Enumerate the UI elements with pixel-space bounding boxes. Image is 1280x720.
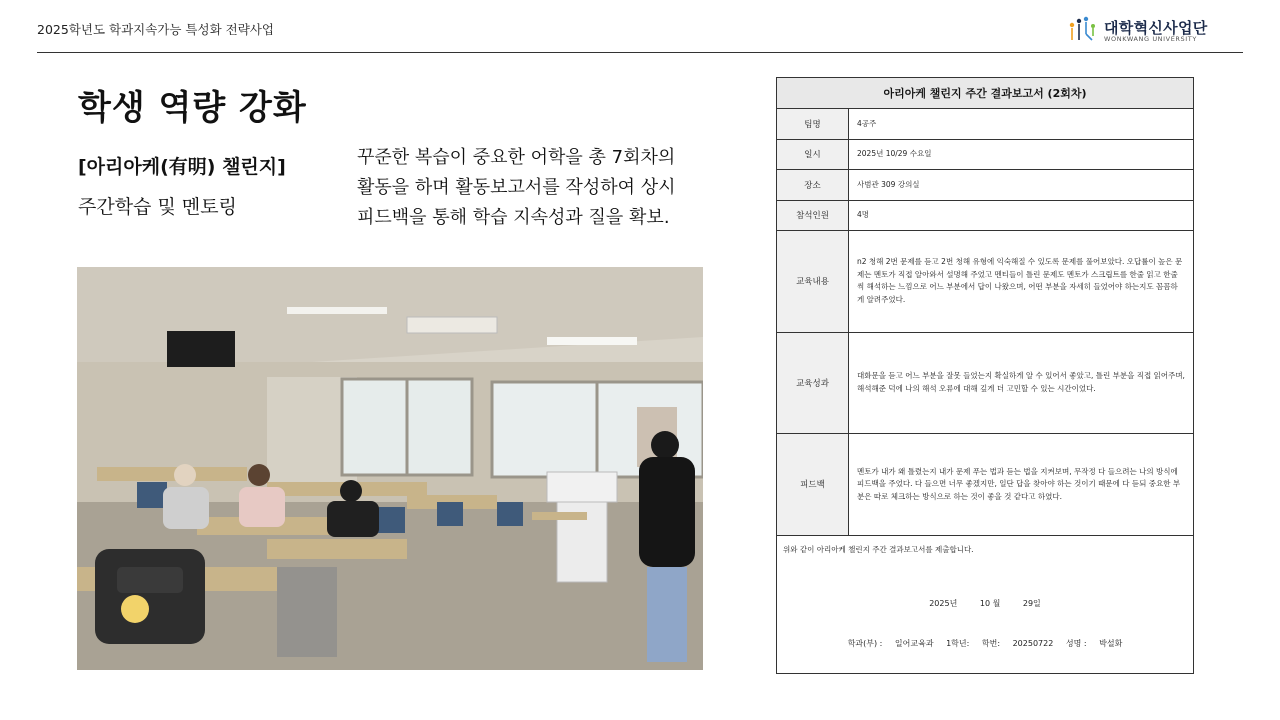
description-line: 꾸준한 복습이 중요한 어학을 총 7회차의 xyxy=(357,147,676,168)
row-label: 일시 xyxy=(777,140,849,170)
row-value: n2 청해 2번 문제를 듣고 2번 청해 유형에 익숙해질 수 있도록 문제를 풀어보았다. 오답률이 높은 문제는 멘토가 직접 알아와서 설명해 주었고 멘티들이 틀린 문제도 멘토가 스크립트를 한줄 읽고 한줄씩 해석하는 느낌으로 어느 부분에서 답이 나왔으며, 어떤 부분을 자세히 들었어야 하는지도 꼼꼼하게 알려주었다. xyxy=(857,257,1183,304)
weekly-report-document xyxy=(776,77,1194,674)
row-value: 멘토가 내가 왜 틀렸는지 내가 문제 푸는 법과 듣는 법을 지켜보며, 무작정 다 들으려는 나의 방식에 피드백을 주었다. 다 들으면 너무 좋겠지만, 일단 답을 찾아야 하는 것이기 때문에 다 듣되 중요한 부분은 따로 체크하는 방식으로 하는 것이 좋을 것 같다고 하였다. xyxy=(857,466,1181,501)
report-row-feedback xyxy=(777,434,1193,536)
university-logo xyxy=(1066,14,1226,46)
report-row-attendees xyxy=(777,201,1193,232)
row-label: 교육내용 xyxy=(777,231,849,332)
row-value: 4명 xyxy=(857,210,870,219)
row-label: 피드백 xyxy=(777,434,849,535)
description-line: 피드백을 통해 학습 지속성과 질을 확보. xyxy=(357,207,670,228)
report-footer xyxy=(777,536,1193,676)
report-row-team xyxy=(777,109,1193,140)
row-value: 4공주 xyxy=(857,118,877,128)
report-row-date xyxy=(777,140,1193,171)
header-title: 2025학년도 학과지속가능 특성화 전략사업 xyxy=(37,22,274,37)
row-value: 대화문을 듣고 어느 부분을 잘못 들었는지 확실하게 알 수 있어서 좋았고, 틀린 부분을 직접 읽어주며, 해석해준 덕에 나의 해석 오류에 대해 깊게 더 고민할 수 있는 시간이었다. xyxy=(857,371,1185,393)
submission-note: 위와 같이 아리아케 챌린지 주간 결과보고서를 제출합니다. xyxy=(783,544,974,554)
submission-date xyxy=(777,598,1193,609)
signature-line xyxy=(777,638,1193,649)
program-caption: 주간학습 및 멘토링 xyxy=(78,196,237,218)
student-id-label: 학번: xyxy=(981,638,1001,648)
row-label: 장소 xyxy=(777,170,849,200)
people-network-icon xyxy=(1066,16,1098,44)
header-divider xyxy=(37,52,1243,53)
row-label: 팀명 xyxy=(777,109,849,139)
program-description xyxy=(357,143,717,233)
description-line: 활동을 하며 활동보고서를 작성하여 상시 xyxy=(357,177,676,198)
program-title: [아리아케(有明) 챌린지] xyxy=(78,156,286,178)
date-month: 10 월 xyxy=(979,598,1001,608)
report-row-content xyxy=(777,231,1193,333)
row-value: 사범관 309 강의실 xyxy=(857,179,920,189)
name-label: 성명 : xyxy=(1065,638,1087,648)
row-label: 교육성과 xyxy=(777,333,849,434)
row-value: 2025년 10/29 수요일 xyxy=(857,149,932,158)
date-day: 29일 xyxy=(1022,598,1041,608)
row-label: 참석인원 xyxy=(777,201,849,231)
logo-main-text: 대학혁신사업단 xyxy=(1104,19,1208,37)
page-title: 학생 역량 강화 xyxy=(78,88,307,128)
date-year: 2025년 xyxy=(929,598,958,608)
report-title: 아리아케 챌린지 주간 결과보고서 (2회차) xyxy=(777,78,1193,109)
name-value: 박설화 xyxy=(1099,638,1123,648)
report-row-outcome xyxy=(777,333,1193,435)
dept-label: 학과(부) : xyxy=(847,638,883,648)
logo-sub-text: WONKWANG UNIVERSITY xyxy=(1104,35,1197,43)
report-row-place xyxy=(777,170,1193,201)
dept-value: 일어교육과 xyxy=(894,638,934,648)
grade-value: 1학년: xyxy=(946,638,970,648)
classroom-photo xyxy=(77,267,703,670)
student-id-value: 20250722 xyxy=(1012,638,1054,648)
